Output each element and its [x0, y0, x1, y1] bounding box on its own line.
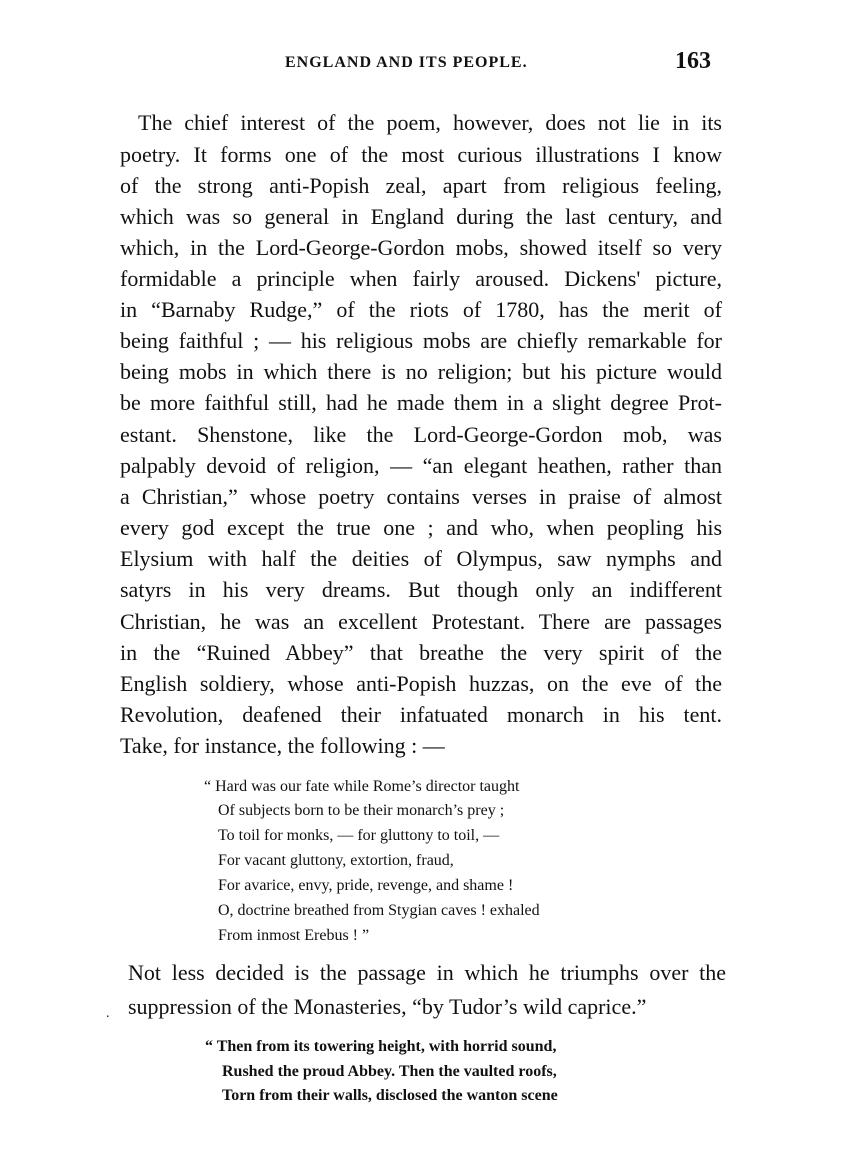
- text-line: Christian, he was an excellent Protestant. There are passages: [120, 609, 722, 634]
- text-line: in “Barnaby Rudge,” of the riots of 1780, has the merit of: [120, 297, 722, 322]
- text-line: Revolution, deafened their infatuated monarch in his tent.: [120, 702, 722, 727]
- text-line: being mobs in which there is no religion; but his picture would: [120, 359, 722, 384]
- text-line: Elysium with half the deities of Olympus, saw nymphs and: [120, 546, 722, 571]
- text-line: which was so general in England during the last century, and: [120, 204, 722, 229]
- verse-line: Rushed the proud Abbey. Then the vaulted roofs,: [222, 1063, 557, 1080]
- verse-line: O, doctrine breathed from Stygian caves ! exhaled: [218, 902, 540, 919]
- text-line: every god except the true one ; and who, when peopling his: [120, 515, 722, 540]
- text-line: formidable a principle when fairly aroused. Dickens' picture,: [120, 266, 722, 291]
- verse-line: For vacant gluttony, extortion, fraud,: [218, 852, 454, 869]
- text-line: Take, for instance, the following : —: [120, 733, 445, 758]
- text-line: Not less decided is the passage in which he triumphs over the: [128, 960, 726, 985]
- text-line: suppression of the Monasteries, “by Tudor’s wild caprice.”: [128, 994, 647, 1019]
- text-line: palpably devoid of religion, — “an elegant heathen, rather than: [120, 453, 722, 478]
- text-line: poetry. It forms one of the most curious illustrations I know: [120, 142, 722, 167]
- verse-line: Torn from their walls, disclosed the wanton scene: [222, 1087, 558, 1104]
- text-line: being faithful ; — his religious mobs are chiefly remarkable for: [120, 328, 722, 353]
- text-line: English soldiery, whose anti-Popish huzzas, on the eve of the: [120, 671, 722, 696]
- page-number: 163: [675, 48, 711, 74]
- verse-line: From inmost Erebus ! ”: [218, 927, 370, 944]
- text-line: satyrs in his very dreams. But though only an indifferent: [120, 577, 722, 602]
- text-line: estant. Shenstone, like the Lord-George-Gordon mob, was: [120, 422, 722, 447]
- text-line: in the “Ruined Abbey” that breathe the very spirit of the: [120, 640, 722, 665]
- verse-line: Of subjects born to be their monarch’s prey ;: [218, 802, 505, 819]
- text-line: which, in the Lord-George-Gordon mobs, showed itself so very: [120, 235, 722, 260]
- text-line: be more faithful still, had he made them in a slight degree Prot-: [120, 390, 722, 415]
- text-line: The chief interest of the poem, however, does not lie in its: [138, 110, 722, 135]
- running-title: ENGLAND AND ITS PEOPLE.: [285, 54, 528, 71]
- verse-line: “ Hard was our fate while Rome’s director taught: [204, 778, 520, 795]
- verse-line: For avarice, envy, pride, revenge, and shame !: [218, 877, 514, 894]
- text-line: of the strong anti-Popish zeal, apart from religious feeling,: [120, 173, 722, 198]
- verse-line: “ Then from its towering height, with horrid sound,: [205, 1038, 557, 1055]
- ink-speck: .: [106, 1006, 110, 1021]
- text-line: a Christian,” whose poetry contains verses in praise of almost: [120, 484, 722, 509]
- verse-line: To toil for monks, — for gluttony to toil, —: [218, 827, 500, 844]
- running-head: [0, 48, 850, 78]
